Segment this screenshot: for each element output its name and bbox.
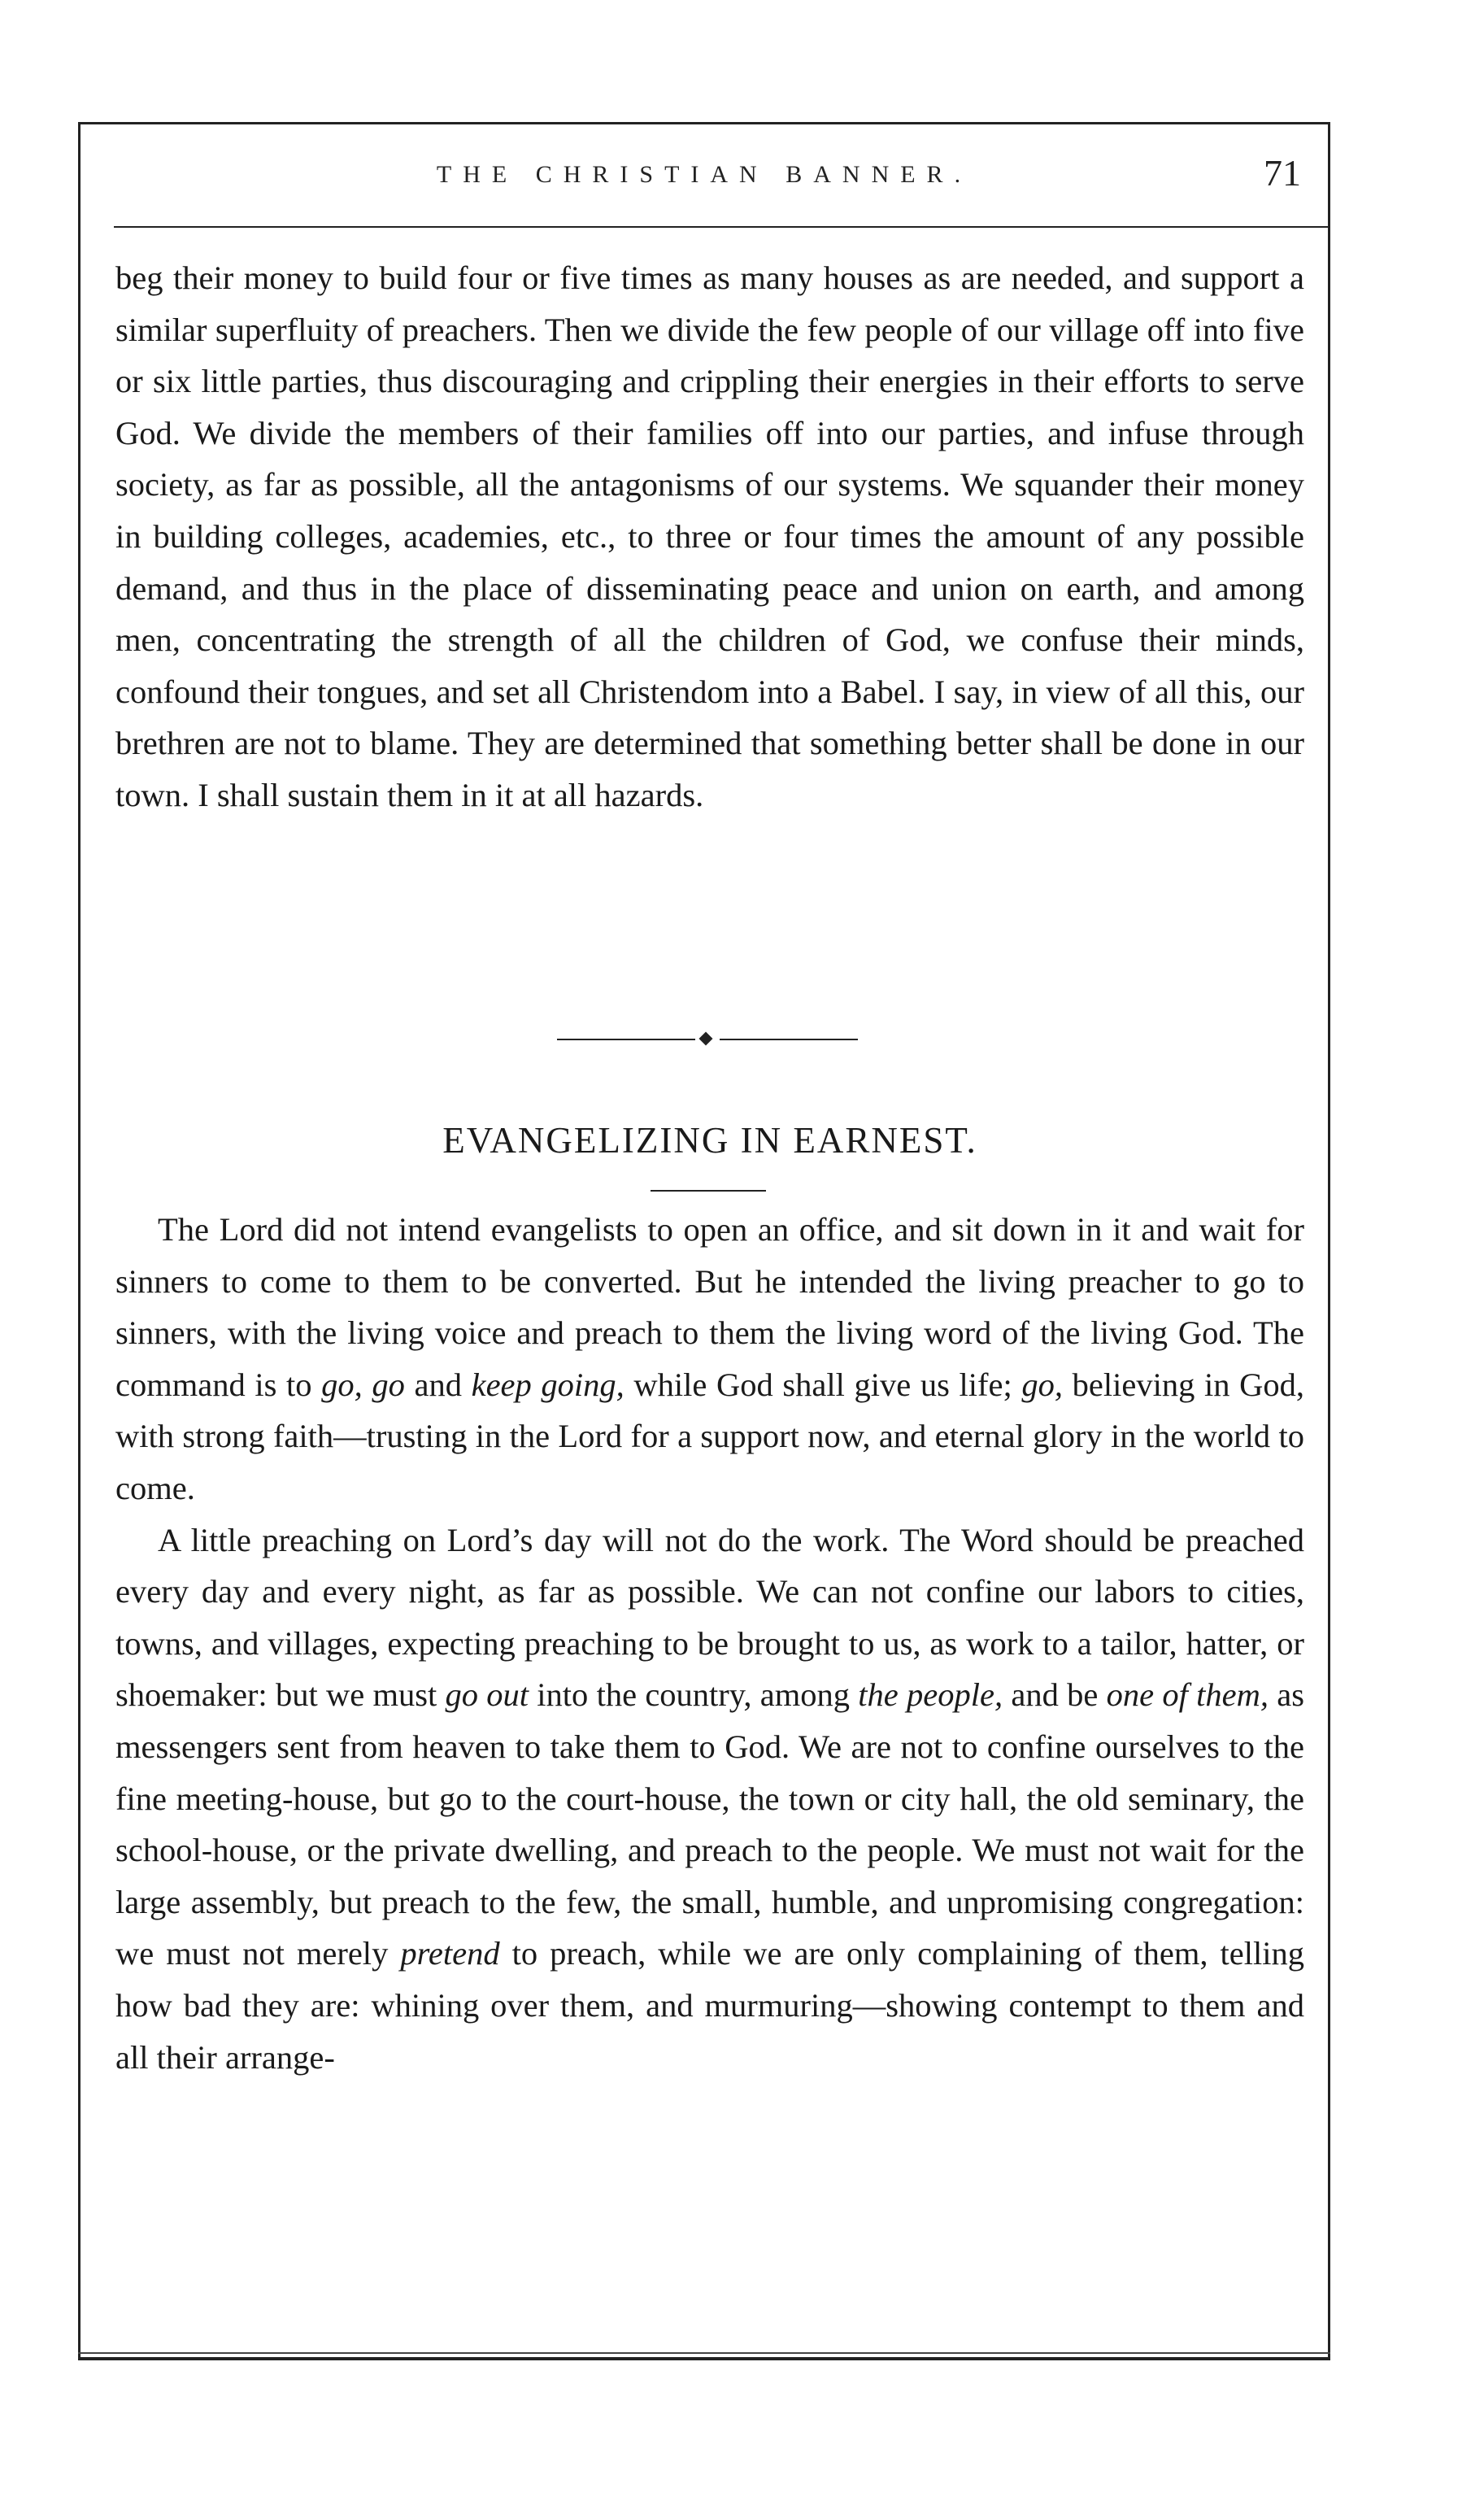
article-paragraph-1: The Lord did not intend evangelists to open an office, and sit down in it and wait for sinners to come to them to be converted. But he intended the living preacher to go to sinners, with the living voice and preach to them the living word of the living God. The command is to go, go and keep going, while God shall give us life; go, believing in God, with strong faith—trusting in the Lord for a support now, and eternal glory in the world to come. (115, 1211, 1304, 1506)
running-head (78, 151, 1330, 200)
header-rule (114, 226, 1330, 228)
article-paragraph-2: A little preaching on Lord’s day will not do the work. The Word should be preached every day and every night, as far as possible. We can not confine our labors to cities, towns, and villages, expecting preaching to be brought to us, as work to a tailor, hatter, or shoemaker: but we must go out into the country, among the people, and be one of them, as messengers sent from heaven to take them to God. We are not to confine ourselves to the fine meeting-house, but go to the court-house, the town or city hall, the old seminary, the school-house, or the private dwelling, and preach to the people. We must not wait for the large assembly, but preach to the few, the small, humble, and unpromising congregation: we must not merely pretend to preach, while we are only complaining of them, telling how bad they are: whining over them, and murmuring—showing contempt to them and all their arrange- (115, 1521, 1305, 2076)
article-body (115, 1204, 1304, 2083)
title-underline-rule (651, 1190, 766, 1192)
ornament-line-left (557, 1039, 695, 1040)
ornament-line-right (720, 1039, 858, 1040)
page-number: 71 (1264, 152, 1301, 194)
running-title: THE CHRISTIAN BANNER. (436, 161, 973, 188)
continued-paragraph: beg their money to build four or five times as many houses as are needed, and support a similar superfluity of preachers. Then we divide the few people of our village off into five or six little parties, thus discouraging and crippling their energies in their efforts to serve God. We divide the members of their families off into our parties, and infuse through society, as far as possible, all the antagonisms of our systems. We squander their money in building colleges, academies, etc., to three or four times the amount of any possible demand, and thus in the place of disseminating peace and union on earth, and among men, concentrating the strength of all the children of God, we confuse their minds, confound their tongues, and set all Christendom into a Babel. I say, in view of all this, our brethren are not to blame. They are determined that something better shall be done in our town. I shall sustain them in it at all hazards. (115, 259, 1304, 813)
continued-text (115, 252, 1304, 821)
bottom-rule (78, 2352, 1330, 2354)
article-title: EVANGELIZING IN EARNEST. (442, 1120, 977, 1161)
section-divider-ornament (557, 1031, 858, 1048)
ornament-diamond-icon (699, 1032, 713, 1046)
